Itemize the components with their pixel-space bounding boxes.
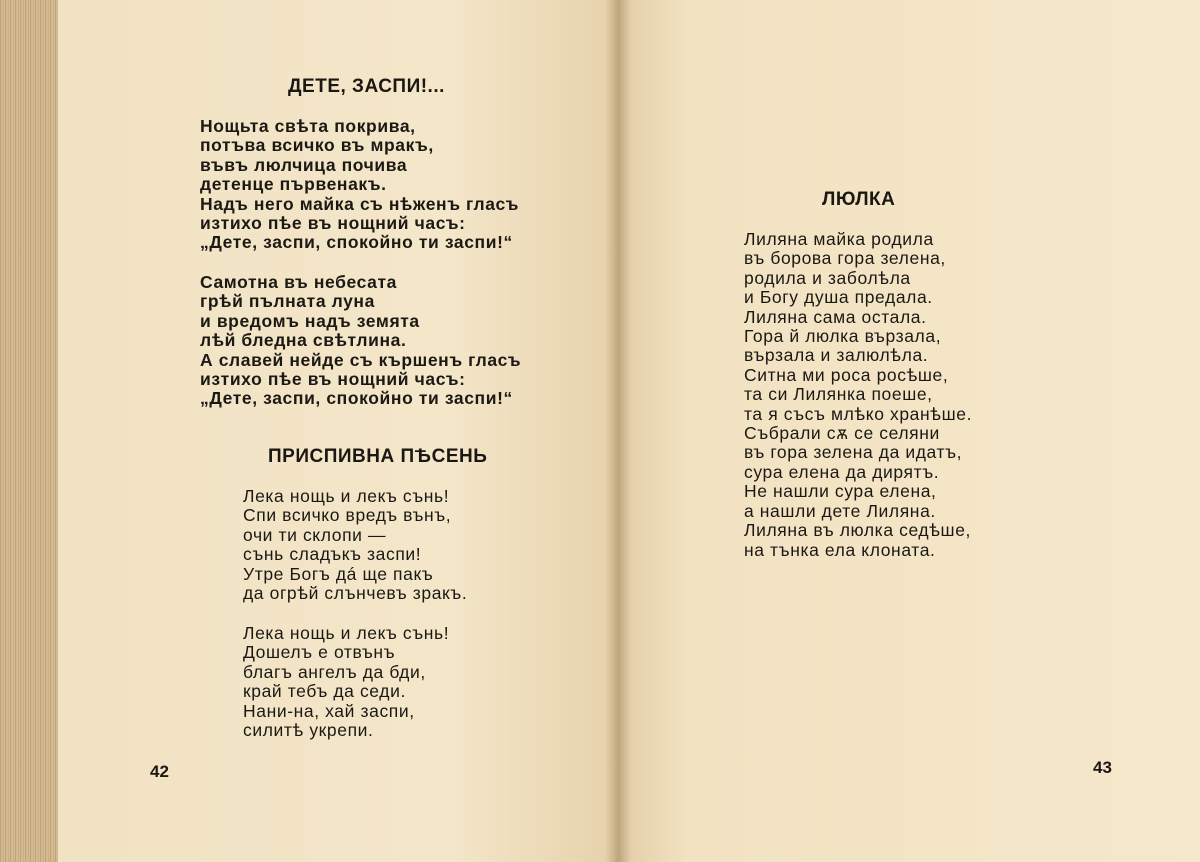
poem-line: Лиляна майка родила xyxy=(744,229,934,249)
poem-title-dete-zaspi: ДЕТЕ, ЗАСПИ!... xyxy=(288,76,445,97)
poem-line: Дошелъ е отвънъ xyxy=(243,642,396,663)
poem-line: очи ти склопи — xyxy=(243,524,387,545)
poem-title-prispivna-pesen: ПРИСПИВНА ПѢСЕНЬ xyxy=(268,446,488,467)
page-number-left: 42 xyxy=(150,762,169,781)
poem-prispivna-stanza-2 xyxy=(243,624,449,740)
poem-prispivna-stanza-1 xyxy=(243,487,467,603)
poem-line: Лека нощь и лекъ сънь! xyxy=(243,623,450,643)
poem-line: Не нашли сура елена, xyxy=(744,481,937,502)
poem-line: изтихо пѣе въ нощний часъ: xyxy=(200,213,466,234)
poem-line: да огрѣй слънчевъ зракъ. xyxy=(243,583,468,604)
poem-line: изтихо пѣе въ нощний часъ: xyxy=(200,369,466,390)
poem-line: Лека нощь и лекъ сънь! xyxy=(243,486,450,506)
poem-dete-zaspi-stanza-1 xyxy=(200,117,519,253)
poem-line: та я съсъ млѣко хранѣше. xyxy=(744,403,973,424)
poem-line: Нани-на, хай заспи, xyxy=(243,700,415,721)
poem-line: Гора й люлка вързала, xyxy=(744,326,942,347)
poem-line: родила и заболѣла xyxy=(744,267,911,288)
poem-line: Събрали сѫ се селяни xyxy=(744,423,940,444)
poem-line: потъва всичко въ мракъ, xyxy=(200,135,434,156)
poem-line: вързала и залюлѣла. xyxy=(744,345,929,366)
poem-line: а нашли дете Лиляна. xyxy=(744,500,936,521)
poem-line: въ гора зелена да идатъ, xyxy=(744,442,963,463)
poem-line: въ борова гора зелена, xyxy=(744,248,946,269)
poem-line: грѣй пълната луна xyxy=(200,291,375,312)
book-gutter xyxy=(605,0,631,862)
poem-line: А славей нейде съ кършенъ гласъ xyxy=(200,349,522,370)
poem-line: Лиляна сама остала. xyxy=(744,306,927,327)
poem-line: лѣй бледна свѣтлина. xyxy=(200,330,407,351)
poem-line: Надъ него майка съ нѣженъ гласъ xyxy=(200,193,519,214)
poem-line: та си Лилянка поеше, xyxy=(744,384,933,405)
poem-line: Утре Богъ дá ще пакъ xyxy=(243,563,434,584)
poem-dete-zaspi-stanza-2 xyxy=(200,273,521,409)
poem-line: Лиляна въ люлка седѣше, xyxy=(744,520,971,541)
poem-line: детенце първенакъ. xyxy=(200,174,387,195)
poem-line: Нощьта свѣта покрива, xyxy=(200,116,416,136)
poem-title-lyulka: ЛЮЛКА xyxy=(822,189,896,210)
poem-line: край тебъ да седи. xyxy=(243,681,406,702)
poem-line: въвъ люлчица почива xyxy=(200,154,408,175)
poem-line: силитѣ укрепи. xyxy=(243,720,374,741)
poem-line: „Дете, заспи, спокойно ти заспи!“ xyxy=(200,232,513,253)
poem-line: и Богу душа предала. xyxy=(744,287,933,308)
poem-line: „Дете, заспи, спокойно ти заспи!“ xyxy=(200,388,513,409)
poem-line: на тънка ела клоната. xyxy=(744,539,936,560)
poem-line: сънь сладъкъ заспи! xyxy=(243,544,422,565)
poem-line: Ситна ми роса росѣше, xyxy=(744,364,949,385)
poem-line: Спи всичко вредъ вънъ, xyxy=(243,505,452,526)
poem-line: и вредомъ надъ земята xyxy=(200,310,420,331)
poem-line: сура елена да дирятъ. xyxy=(744,461,940,482)
poem-lyulka-body xyxy=(744,230,972,560)
page-number-right: 43 xyxy=(1093,758,1112,777)
poem-line: Самотна въ небесата xyxy=(200,272,397,292)
poem-line: благъ ангелъ да бди, xyxy=(243,661,426,682)
